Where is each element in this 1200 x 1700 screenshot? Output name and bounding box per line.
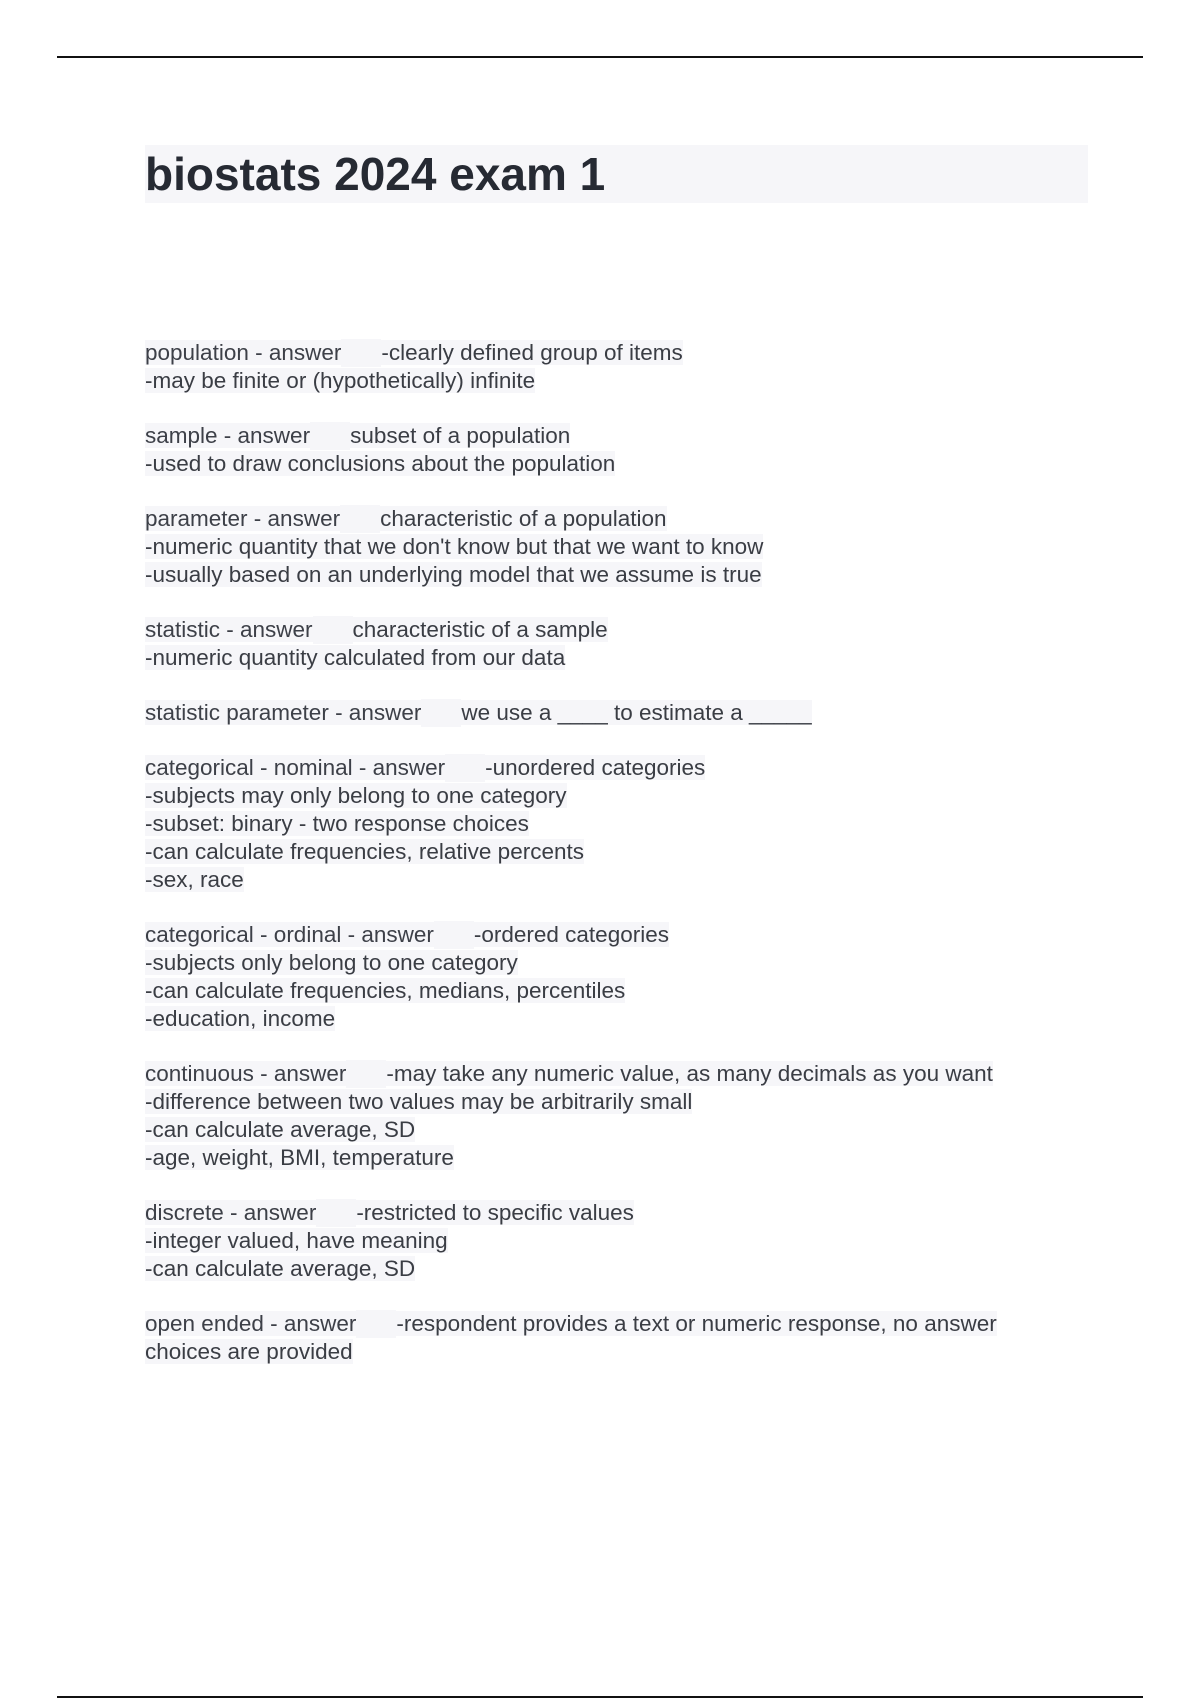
flashcard-detail: -used to draw conclusions about the population bbox=[145, 451, 616, 476]
flashcard-term-line bbox=[145, 754, 1085, 782]
flashcard-detail-line bbox=[145, 1338, 1085, 1366]
flashcard-entry bbox=[145, 422, 1085, 478]
flashcard-detail: -sex, race bbox=[145, 867, 244, 892]
flashcard-detail: -numeric quantity calculated from our data bbox=[145, 645, 566, 670]
answer-separator bbox=[346, 1060, 386, 1088]
flashcard-detail: -subset: binary - two response choices bbox=[145, 811, 529, 836]
flashcard-detail: -numeric quantity that we don't know but that we want to know bbox=[145, 534, 764, 559]
flashcard-detail-line bbox=[145, 949, 1085, 977]
flashcard-detail-line bbox=[145, 1116, 1085, 1144]
flashcard-definition: -ordered categories bbox=[473, 922, 669, 947]
answer-separator bbox=[421, 699, 461, 727]
flashcard-detail-line bbox=[145, 1005, 1085, 1033]
flashcard-list bbox=[145, 339, 1085, 1393]
flashcard-detail-line bbox=[145, 533, 1085, 561]
flashcard-term-line bbox=[145, 1199, 1085, 1227]
flashcard-detail: -education, income bbox=[145, 1006, 336, 1031]
flashcard-detail-line bbox=[145, 810, 1085, 838]
flashcard-definition: characteristic of a sample bbox=[352, 617, 608, 642]
flashcard-definition: -may take any numeric value, as many decimals as you want bbox=[386, 1061, 993, 1086]
flashcard-definition: characteristic of a population bbox=[380, 506, 667, 531]
flashcard-term-line bbox=[145, 422, 1085, 450]
flashcard-detail: -can calculate average, SD bbox=[145, 1256, 416, 1281]
flashcard-term-line bbox=[145, 339, 1085, 367]
flashcard-term: parameter - answer bbox=[145, 506, 341, 531]
flashcard-term: open ended - answer bbox=[145, 1311, 357, 1336]
answer-separator bbox=[316, 1199, 356, 1227]
flashcard-detail-line bbox=[145, 1144, 1085, 1172]
flashcard-term-line bbox=[145, 1310, 1085, 1338]
flashcard-entry bbox=[145, 1199, 1085, 1283]
answer-separator bbox=[445, 754, 485, 782]
flashcard-term-line bbox=[145, 699, 1085, 727]
flashcard-entry bbox=[145, 921, 1085, 1033]
flashcard-definition: -unordered categories bbox=[485, 755, 706, 780]
flashcard-detail-line bbox=[145, 977, 1085, 1005]
flashcard-entry bbox=[145, 339, 1085, 395]
flashcard-detail-line bbox=[145, 1227, 1085, 1255]
flashcard-detail: -usually based on an underlying model that we assume is true bbox=[145, 562, 762, 587]
flashcard-term-line bbox=[145, 1060, 1085, 1088]
flashcard-entry bbox=[145, 699, 1085, 727]
flashcard-term: statistic parameter - answer bbox=[145, 700, 422, 725]
document-title: biostats 2024 exam 1 bbox=[145, 148, 606, 200]
flashcard-term: categorical - nominal - answer bbox=[145, 755, 446, 780]
flashcard-definition: subset of a population bbox=[350, 423, 571, 448]
flashcard-detail-line bbox=[145, 450, 1085, 478]
flashcard-term: population - answer bbox=[145, 340, 342, 365]
flashcard-detail-line bbox=[145, 782, 1085, 810]
flashcard-term: sample - answer bbox=[145, 423, 311, 448]
flashcard-definition: -respondent provides a text or numeric response, no answer bbox=[396, 1311, 997, 1336]
flashcard-definition: -clearly defined group of items bbox=[381, 340, 683, 365]
flashcard-term: continuous - answer bbox=[145, 1061, 347, 1086]
answer-separator bbox=[310, 422, 350, 450]
flashcard-definition: -restricted to specific values bbox=[356, 1200, 634, 1225]
flashcard-detail-line bbox=[145, 866, 1085, 894]
flashcard-detail: choices are provided bbox=[145, 1339, 353, 1364]
flashcard-detail: -subjects may only belong to one category bbox=[145, 783, 567, 808]
flashcard-detail: -difference between two values may be arbitrarily small bbox=[145, 1089, 693, 1114]
flashcard-detail: -can calculate frequencies, medians, percentiles bbox=[145, 978, 626, 1003]
flashcard-detail-line bbox=[145, 561, 1085, 589]
flashcard-detail-line bbox=[145, 644, 1085, 672]
flashcard-entry bbox=[145, 1060, 1085, 1172]
bottom-rule bbox=[57, 1696, 1143, 1698]
flashcard-entry bbox=[145, 505, 1085, 589]
flashcard-entry bbox=[145, 1310, 1085, 1366]
flashcard-detail-line bbox=[145, 367, 1085, 395]
flashcard-term: categorical - ordinal - answer bbox=[145, 922, 434, 947]
flashcard-detail-line bbox=[145, 838, 1085, 866]
flashcard-entry bbox=[145, 754, 1085, 894]
flashcard-detail-line bbox=[145, 1088, 1085, 1116]
answer-separator bbox=[340, 505, 380, 533]
flashcard-detail: -can calculate frequencies, relative percents bbox=[145, 839, 584, 864]
flashcard-detail: -age, weight, BMI, temperature bbox=[145, 1145, 454, 1170]
flashcard-term: statistic - answer bbox=[145, 617, 313, 642]
flashcard-detail: -may be finite or (hypothetically) infinite bbox=[145, 368, 536, 393]
flashcard-term-line bbox=[145, 505, 1085, 533]
flashcard-detail: -can calculate average, SD bbox=[145, 1117, 416, 1142]
answer-separator bbox=[313, 616, 353, 644]
flashcard-entry bbox=[145, 616, 1085, 672]
flashcard-term-line bbox=[145, 616, 1085, 644]
answer-separator bbox=[356, 1310, 396, 1338]
answer-separator bbox=[341, 339, 381, 367]
top-rule bbox=[57, 56, 1143, 58]
flashcard-detail: -subjects only belong to one category bbox=[145, 950, 518, 975]
flashcard-term: discrete - answer bbox=[145, 1200, 317, 1225]
flashcard-term-line bbox=[145, 921, 1085, 949]
flashcard-detail: -integer valued, have meaning bbox=[145, 1228, 448, 1253]
answer-separator bbox=[434, 921, 474, 949]
flashcard-detail-line bbox=[145, 1255, 1085, 1283]
flashcard-definition: we use a ____ to estimate a _____ bbox=[461, 700, 812, 725]
